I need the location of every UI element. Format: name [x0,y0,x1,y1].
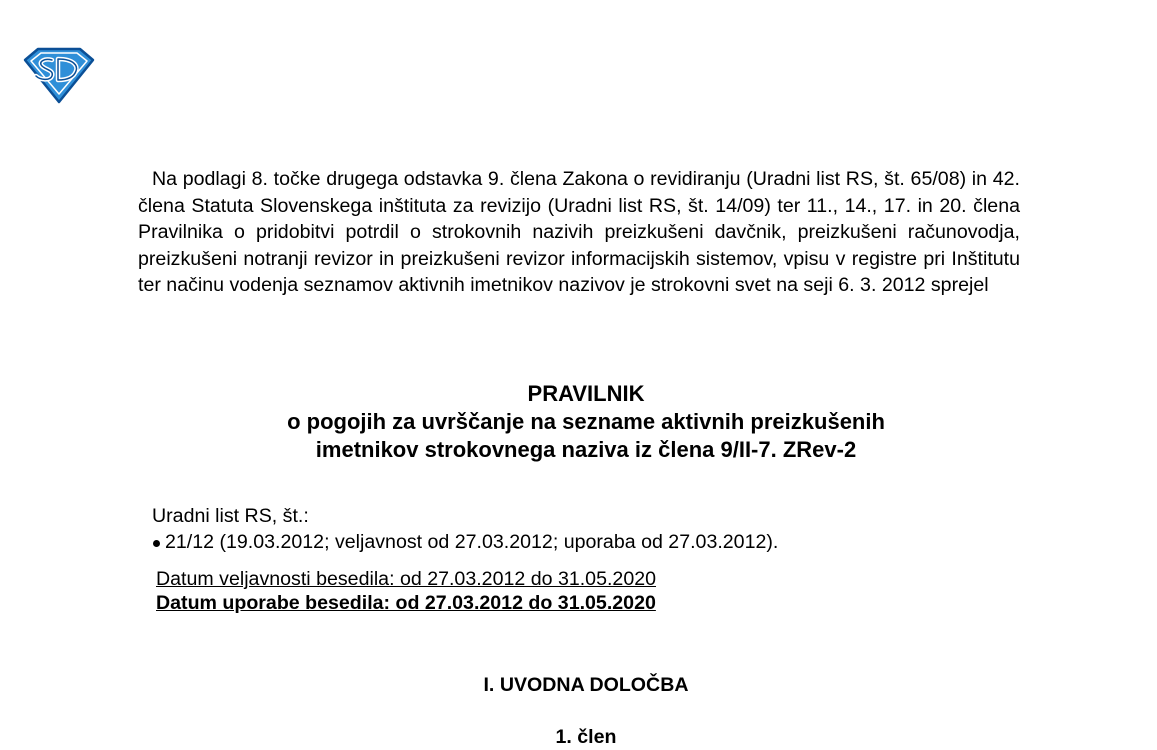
title-subtitle-line-2: imetnikov strokovnega naziva iz člena 9/II-7. ZRev-2 [315,437,857,462]
validity-dates [156,567,656,615]
title-subtitle-line-1: o pogojih za uvrščanje na sezname aktivnih preizkušenih [287,409,885,434]
title-main: PRAVILNIK [527,381,645,406]
section-heading: I. UVODNA DOLOČBA [483,674,689,696]
gazette-entry-list [152,529,778,555]
validity-date-line: Datum veljavnosti besedila: od 27.03.2012 do 31.05.2020 [156,568,657,590]
document-title [138,380,1034,464]
preamble-paragraph: Na podlagi 8. točke drugega odstavka 9. člena Zakona o revidiranju (Uradni list RS, št. 65/08) in 42. člena Statuta Slovenskega inštituta za revizijo (Uradni list RS, št. 14/09) ter 11., 14., 17. in 20. člena Pravilnika o pridobitvi potrdil o strokovnih nazivih preizkušeni davčnik, preizkušeni računovodja, preizkušeni notranji revizor in preizkušeni revizor informacijskih sistemov, vpisu v registre pri Inštitutu ter načinu vodenja seznamov aktivnih imetnikov nazivov je strokovni svet na seji 6. 3. 2012 sprejel [138,168,1020,297]
application-date-line: Datum uporabe besedila: od 27.03.2012 do 31.05.2020 [156,592,656,614]
institute-logo-icon [22,46,96,104]
article-heading: 1. člen [555,726,617,748]
official-gazette-reference [152,503,778,555]
gazette-entry: 21/12 (19.03.2012; veljavnost od 27.03.2012; uporaba od 27.03.2012). [152,529,778,555]
gazette-label: Uradni list RS, št.: [152,505,309,527]
